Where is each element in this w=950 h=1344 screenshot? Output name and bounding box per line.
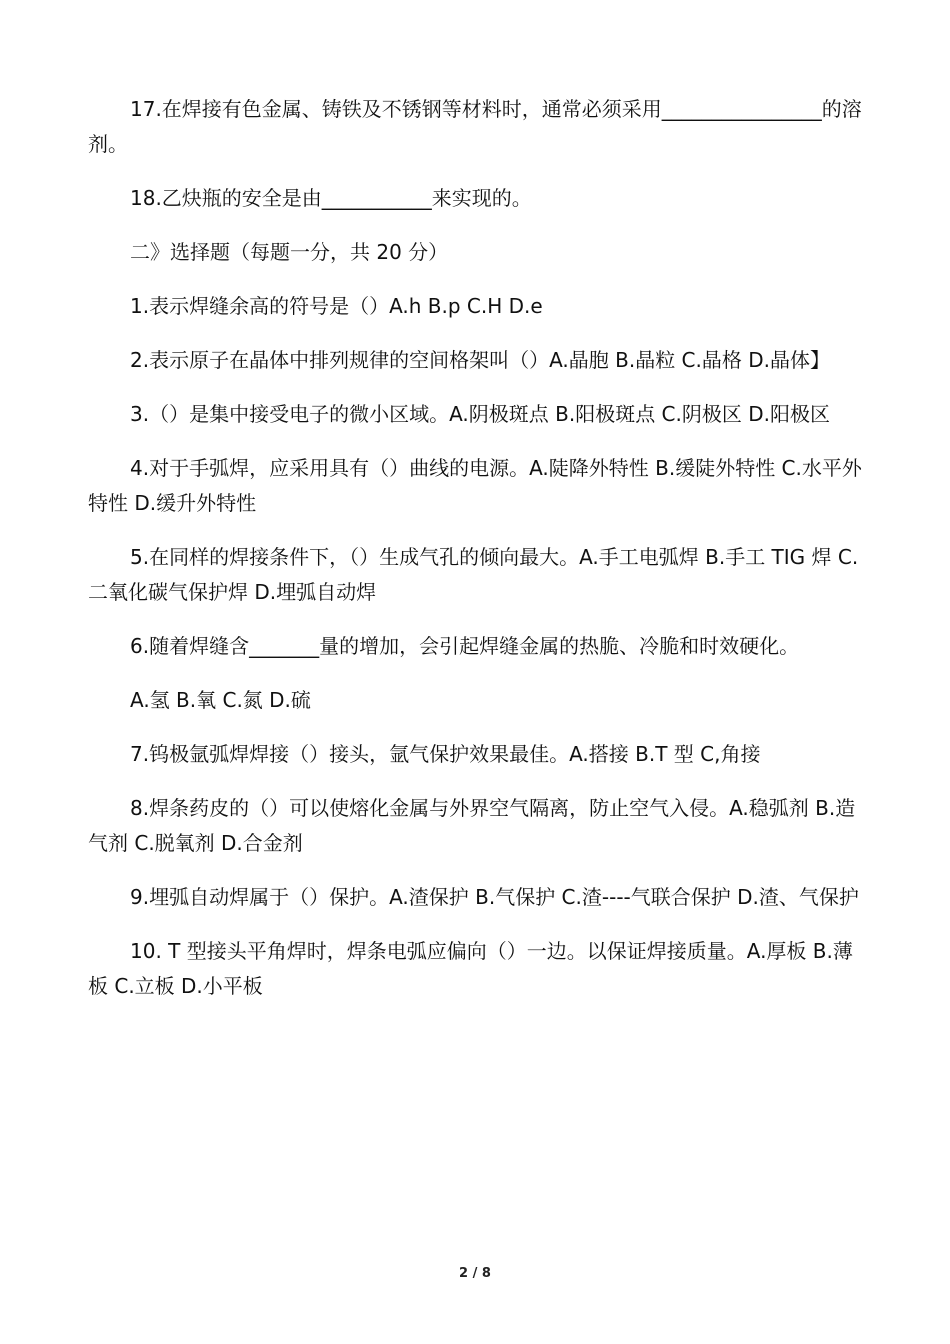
paragraph-q17: 17.在焊接有色金属、铸铁及不锈钢等材料时，通常必须采用________________的溶剂。: [88, 97, 862, 156]
section-heading-choice: 二》选择题（每题一分，共 20 分）: [130, 240, 449, 264]
paragraph-choice-4: 4.对于手弧焊，应采用具有（）曲线的电源。A.陡降外特性 B.缓陡外特性 C.水平外特性 D.缓升外特性: [88, 456, 862, 515]
document-body: [88, 92, 868, 1023]
paragraph-choice-10: 10. T 型接头平角焊时，焊条电弧应偏向（）一边。以保证焊接质量。A.厚板 B.薄板 C.立板 D.小平板: [88, 939, 853, 998]
paragraph-choice-1: 1.表示焊缝余高的符号是（）A.h B.p C.H D.e: [130, 294, 543, 318]
paragraph-choice-9: 9.埋弧自动焊属于（）保护。A.渣保护 B.气保护 C.渣----气联合保护 D.渣、气保护: [130, 885, 859, 909]
paragraph-choice-3: 3.（）是集中接受电子的微小区域。A.阴极斑点 B.阳极斑点 C.阴极区 D.阳极区: [130, 402, 830, 426]
page-number: 2 / 8: [459, 1266, 491, 1281]
paragraph-choice-2: 2.表示原子在晶体中排列规律的空间格架叫（）A.晶胞 B.晶粒 C.晶格 D.晶体】: [130, 348, 830, 372]
paragraph-choice-7: 7.钨极氩弧焊焊接（）接头，氩气保护效果最佳。A.搭接 B.T 型 C,角接: [130, 742, 761, 766]
paragraph-choice-6-options: A.氢 B.氧 C.氮 D.硫: [130, 688, 311, 712]
paragraph-choice-8: 8.焊条药皮的（）可以使熔化金属与外界空气隔离，防止空气入侵。A.稳弧剂 B.造气剂 C.脱氧剂 D.合金剂: [88, 796, 856, 855]
paragraph-choice-5: 5.在同样的焊接条件下，（）生成气孔的倾向最大。A.手工电弧焊 B.手工 TIG 焊 C.二氧化碳气保护焊 D.埋弧自动焊: [88, 545, 859, 604]
paragraph-q18: 18.乙炔瓶的安全是由___________来实现的。: [130, 186, 532, 210]
paragraph-choice-6: 6.随着焊缝含_______量的增加，会引起焊缝金属的热脆、冷脆和时效硬化。: [130, 634, 800, 658]
